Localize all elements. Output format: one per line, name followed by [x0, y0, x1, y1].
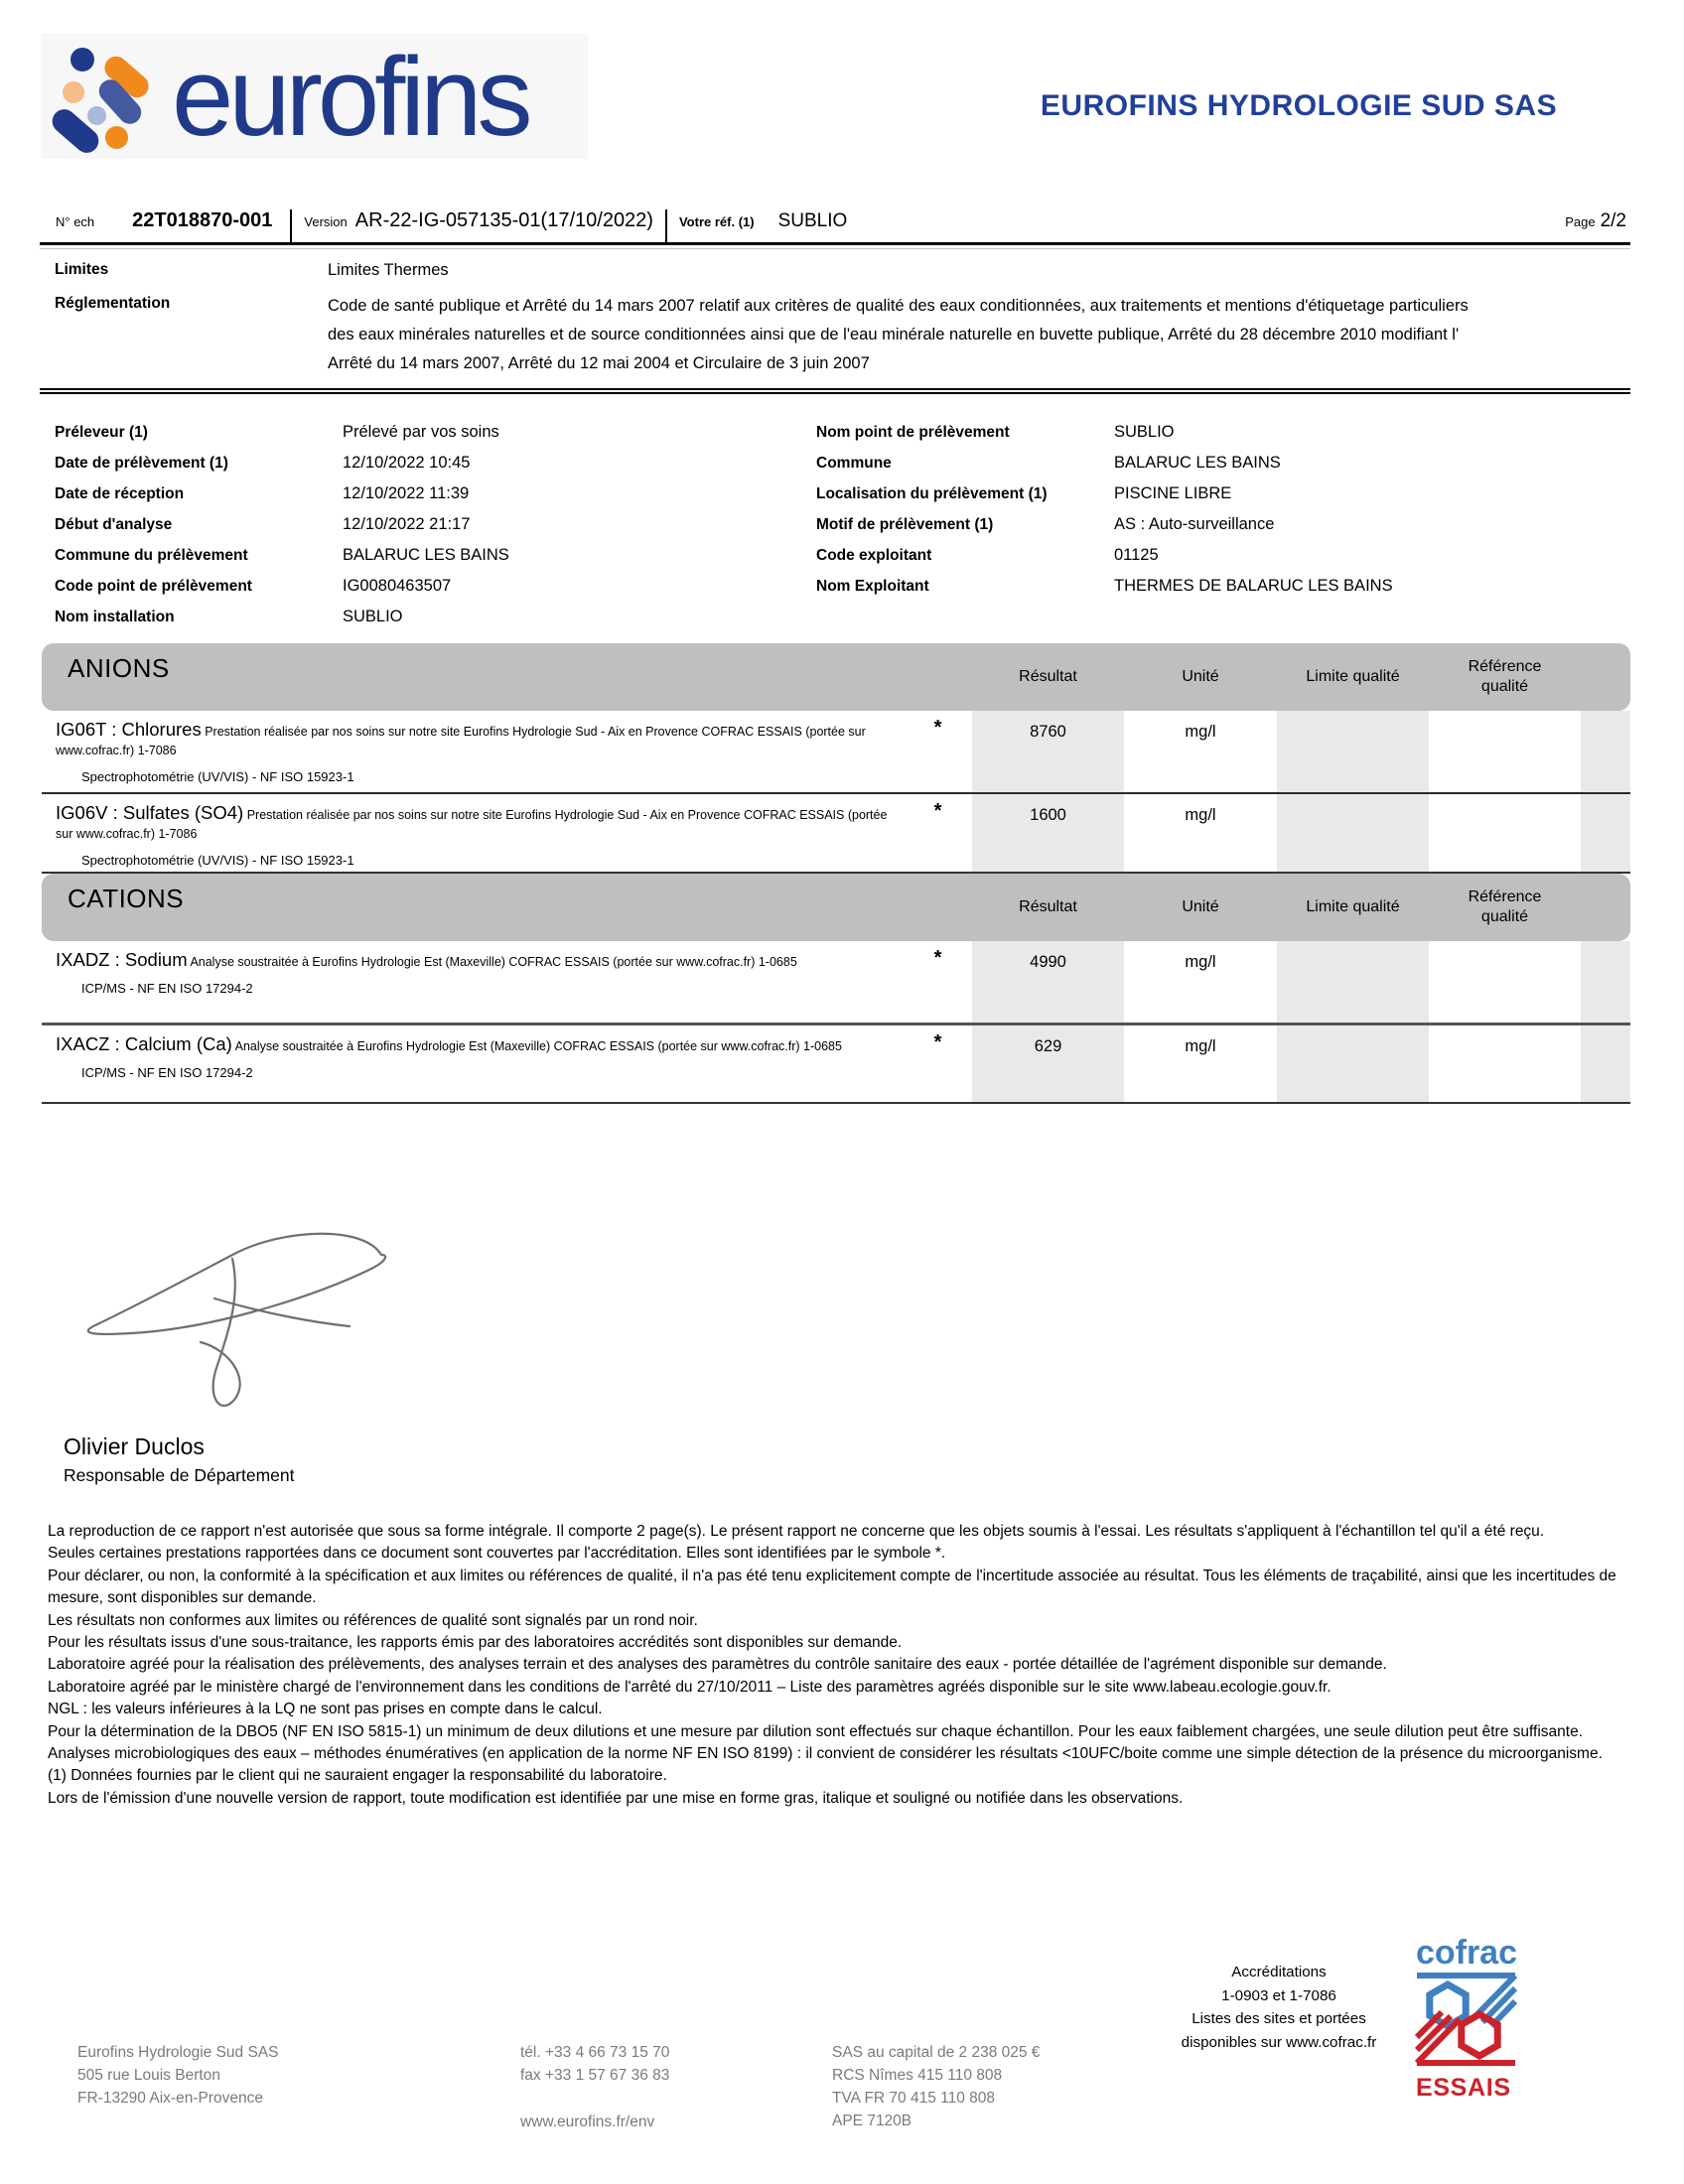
- logo-dot-light-orange: [63, 81, 84, 103]
- regulation-row: [40, 292, 1630, 378]
- table-row: [42, 941, 1630, 1023]
- footer-phone: tél. +33 4 66 73 15 70: [520, 2044, 670, 2061]
- info-value: 01125: [1114, 546, 1159, 564]
- edge-band: [1581, 711, 1630, 792]
- unit-value: mg/l: [1185, 723, 1216, 741]
- version-value: AR-22-IG-057135-01(17/10/2022): [354, 209, 653, 231]
- sample-number-value: 22T018870-001: [132, 209, 273, 231]
- info-row: [816, 478, 1630, 509]
- info-value: Prélevé par vos soins: [343, 423, 499, 441]
- parameter-cell: [42, 941, 904, 1023]
- logo-wordmark: eurofins: [172, 35, 528, 159]
- signature-image: [66, 1203, 413, 1422]
- limit-cell: [1277, 711, 1429, 792]
- parameter-description: Analyse soustraitée à Eurofins Hydrologie Est (Maxeville) COFRAC ESSAIS (portée sur www.cofrac.fr) 1-0685: [234, 1039, 842, 1053]
- results-tables: [42, 643, 1630, 1104]
- info-label: Motif de prélèvement (1): [816, 516, 994, 533]
- footer-company-line: TVA FR 70 415 110 808: [832, 2090, 996, 2107]
- info-row: [816, 417, 1630, 448]
- info-value: 12/10/2022 10:45: [343, 454, 471, 472]
- client-ref-value: SUBLIO: [777, 210, 848, 231]
- legal-line: Les résultats non conformes aux limites ou références de qualité sont signalés par un rond noir.: [48, 1611, 698, 1629]
- accreditation-star: *: [933, 717, 942, 739]
- legal-notes: [48, 1521, 1650, 1810]
- logo-dot-light-blue: [87, 106, 106, 125]
- parameter-cell: [42, 1025, 904, 1102]
- info-row: [55, 448, 816, 478]
- unit-value: mg/l: [1185, 1037, 1216, 1055]
- regulation-text: Code de santé publique et Arrêté du 14 mars 2007 relatif aux critères de qualité des eaux conditionnées, aux traitements et mentions d'étiquetage particuliers des eaux minérales naturelles et de source conditionnées ainsi que de l'eau minérale naturelle en buvette publique, Arrêté du 28 décembre 2010 modifiant l' Arrêté du 14 mars 2007, Arrêté du 12 mai 2004 et Circulaire de 3 juin 2007: [328, 297, 1469, 372]
- info-label: Nom Exploitant: [816, 578, 929, 595]
- footer-company-line: SAS au capital de 2 238 025 €: [832, 2044, 1041, 2061]
- info-label: Code point de prélèvement: [55, 578, 252, 595]
- sample-info-left-column: [55, 417, 816, 632]
- column-header-limite-qualite: Limite qualité: [1306, 898, 1400, 915]
- accreditations-note-2: disponibles sur www.cofrac.fr: [1181, 2033, 1377, 2051]
- info-label: Commune du prélèvement: [55, 547, 248, 564]
- cofrac-logo: [1414, 1934, 1519, 2101]
- accreditations-note-1: Listes des sites et portées: [1192, 2010, 1366, 2027]
- cofrac-essais-label: ESSAIS: [1416, 2074, 1515, 2101]
- footer-spacer: [520, 2087, 669, 2111]
- column-header-resultat: Résultat: [1019, 668, 1077, 685]
- info-label: Préleveur (1): [55, 424, 148, 441]
- legal-line: Pour les résultats issus d'une sous-traitance, les rapports émis par des laboratoires accrédités sont disponibles sur demande.: [48, 1634, 903, 1652]
- divider: [665, 209, 667, 242]
- anions-table: [42, 643, 1630, 874]
- accreditations-block: [1152, 1961, 1406, 2054]
- legal-line: Analyses microbiologiques des eaux – méthodes énumératives (en application de la norme NF EN ISO 8199) : il convient de considérer les résultats <10UFC/boite comme une simple détection de la présence du microorganisme.: [48, 1745, 1603, 1763]
- info-row: [55, 571, 816, 602]
- page-number: 2/2: [1600, 210, 1626, 231]
- legal-line: Pour la détermination de la DBO5 (NF EN ISO 5815-1) un minimum de deux dilutions et une mesure par dilution sont effectués sur chaque échantillon. Pour les eaux faiblement chargées, une seule dilution peut être suffisante.: [48, 1722, 1584, 1740]
- info-label: Localisation du prélèvement (1): [816, 485, 1048, 502]
- reference-cell: [1429, 711, 1581, 792]
- section-title-cations: CATIONS: [68, 884, 185, 913]
- sample-info-grid: [55, 417, 1633, 632]
- column-header-reference-qualite: Référence qualité: [1468, 658, 1542, 695]
- parameter-method: Spectrophotométrie (UV/VIS) - NF ISO 15923-1: [81, 769, 354, 784]
- footer-company-line: RCS Nîmes 415 110 808: [832, 2067, 1003, 2084]
- info-label: Nom point de prélèvement: [816, 424, 1010, 441]
- column-header-limite-qualite: Limite qualité: [1306, 668, 1400, 685]
- unit-value: mg/l: [1185, 953, 1216, 971]
- accreditation-star: *: [933, 1031, 942, 1053]
- accreditations-numbers: 1-0903 et 1-7086: [1221, 1986, 1336, 2004]
- info-value: 12/10/2022 21:17: [343, 515, 471, 533]
- accreditation-star: *: [933, 947, 942, 969]
- table-row: [42, 1023, 1630, 1102]
- legal-line: Pour déclarer, ou non, la conformité à la spécification et aux limites ou références de qualité, il n'a pas été tenu explicitement compte de l'incertitude associée au résultat. Tous les éléments de traçabilité, ainsi que les incertitudes de mesure, sont disponibles sur demande.: [48, 1567, 1616, 1607]
- limit-cell: [1277, 794, 1429, 872]
- column-header-reference-qualite: Référence qualité: [1468, 888, 1542, 925]
- cofrac-red-hexagon: [1462, 2014, 1497, 2056]
- footer-address-line: Eurofins Hydrologie Sud SAS: [77, 2044, 279, 2061]
- footer-address-line: FR-13290 Aix-en-Provence: [77, 2090, 263, 2107]
- column-header-unite: Unité: [1182, 898, 1219, 915]
- footer-fax: fax +33 1 57 67 36 83: [520, 2067, 670, 2084]
- info-value: AS : Auto-surveillance: [1114, 515, 1275, 533]
- parameter-cell: [42, 794, 904, 872]
- logo-dot-orange: [105, 126, 128, 149]
- accreditations-title: Accréditations: [1231, 1964, 1327, 1980]
- info-row: [55, 478, 816, 509]
- info-value: IG0080463507: [343, 577, 452, 595]
- parameter-description: Prestation réalisée par nos soins sur notre site Eurofins Hydrologie Sud - Aix en Provence COFRAC ESSAIS (portée sur www.cofrac.fr) 1-7086: [56, 725, 866, 757]
- info-row: [816, 509, 1630, 540]
- footer-contact: [520, 2041, 669, 2133]
- parameter-cell: [42, 711, 904, 792]
- info-value: 12/10/2022 11:39: [343, 484, 470, 502]
- legal-line: La reproduction de ce rapport n'est autorisée que sous sa forme intégrale. Il comporte 2 page(s). Le présent rapport ne concerne que les objets soumis à l'essai. Les résultats s'appliquent à l'échantillon tel qu'il a été reçu.: [48, 1523, 1545, 1540]
- accreditation-star: *: [933, 800, 942, 822]
- limits-row: [40, 258, 1630, 282]
- reference-cell: [1429, 794, 1581, 872]
- parameter-method: ICP/MS - NF EN ISO 17294-2: [81, 1065, 253, 1080]
- limits-value: Limites Thermes: [328, 261, 449, 279]
- legal-line: Laboratoire agréé pour la réalisation des prélèvements, des analyses terrain et des analyses des paramètres du contrôle sanitaire des eaux - portée détaillée de l'agrément disponible sur demande.: [48, 1656, 1387, 1674]
- limit-cell: [1277, 1025, 1429, 1102]
- version-label: Version: [304, 214, 348, 229]
- limits-label: Limites: [55, 261, 109, 278]
- signatory-name: Olivier Duclos: [64, 1433, 205, 1459]
- unit-value: mg/l: [1185, 806, 1216, 824]
- info-label: Date de prélèvement (1): [55, 455, 228, 472]
- limit-cell: [1277, 941, 1429, 1023]
- cations-table: [42, 874, 1630, 1104]
- info-label: Date de réception: [55, 485, 185, 502]
- info-row: [55, 417, 816, 448]
- parameter-code: IG06T : Chlorures: [56, 719, 202, 740]
- info-row: [55, 540, 816, 571]
- edge-band: [1581, 794, 1630, 872]
- footer-address: [77, 2041, 278, 2110]
- info-row: [816, 540, 1630, 571]
- parameter-code: IXADZ : Sodium: [56, 949, 188, 970]
- limits-regulation-section: [40, 248, 1630, 394]
- edge-band: [1581, 941, 1630, 1023]
- legal-line: Laboratoire agréé par le ministère chargé de l'environnement dans les conditions de l'arrêté du 27/10/2011 – Liste des paramètres agréés disponible sur le site www.labeau.ecologie.gouv.fr.: [48, 1678, 1332, 1696]
- info-label: Code exploitant: [816, 547, 932, 564]
- result-value: 8760: [972, 711, 1124, 792]
- footer-company-info: [832, 2041, 1040, 2132]
- legal-line: NGL : les valeurs inférieures à la LQ ne sont pas prises en compte dans le calcul.: [48, 1701, 603, 1718]
- info-value: SUBLIO: [343, 608, 403, 625]
- info-value: PISCINE LIBRE: [1114, 484, 1232, 502]
- result-value: 1600: [972, 794, 1124, 872]
- column-header-unite: Unité: [1182, 668, 1219, 685]
- legal-line: Seules certaines prestations rapportées dans ce document sont couvertes par l'accréditation. Elles sont identifiées par le symbole *.: [48, 1545, 946, 1563]
- info-row: [55, 602, 816, 632]
- sample-info-right-column: [816, 417, 1630, 632]
- reference-cell: [1429, 941, 1581, 1023]
- cations-table-header: [42, 874, 1630, 941]
- logo-dot-dark-blue: [70, 48, 94, 71]
- info-row: [816, 448, 1630, 478]
- sample-number-label: N° ech: [56, 214, 95, 229]
- footer-address-line: 505 rue Louis Berton: [77, 2067, 220, 2084]
- client-ref-label: Votre réf. (1): [678, 214, 755, 229]
- table-row: [42, 792, 1630, 872]
- section-title-anions: ANIONS: [68, 653, 170, 683]
- result-value: 629: [972, 1025, 1124, 1102]
- parameter-method: ICP/MS - NF EN ISO 17294-2: [81, 981, 253, 996]
- info-row: [55, 509, 816, 540]
- column-header-resultat: Résultat: [1019, 898, 1077, 915]
- info-row: [816, 571, 1630, 602]
- reference-bar: [40, 204, 1630, 245]
- footer-website: www.eurofins.fr/env: [520, 2114, 655, 2130]
- anions-table-header: [42, 643, 1630, 711]
- divider: [290, 209, 292, 242]
- info-label: Début d'analyse: [55, 516, 173, 533]
- info-value: BALARUC LES BAINS: [1114, 454, 1281, 472]
- info-value: THERMES DE BALARUC LES BAINS: [1114, 577, 1393, 595]
- eurofins-logo: [41, 34, 588, 159]
- edge-band: [1581, 1025, 1630, 1102]
- page-label: Page: [1565, 214, 1596, 229]
- regulation-label: Réglementation: [55, 295, 171, 312]
- info-label: Nom installation: [55, 609, 175, 625]
- parameter-method: Spectrophotométrie (UV/VIS) - NF ISO 15923-1: [81, 853, 354, 868]
- table-row: [42, 711, 1630, 792]
- info-label: Commune: [816, 455, 892, 472]
- result-value: 4990: [972, 941, 1124, 1023]
- footer-company-line: APE 7120B: [832, 2113, 912, 2129]
- parameter-code: IG06V : Sulfates (SO4): [56, 802, 244, 823]
- info-value: SUBLIO: [1114, 423, 1175, 441]
- company-title: EUROFINS HYDROLOGIE SUD SAS: [1040, 89, 1558, 122]
- reference-cell: [1429, 1025, 1581, 1102]
- parameter-code: IXACZ : Calcium (Ca): [56, 1033, 232, 1054]
- legal-line: Lors de l'émission d'une nouvelle version de rapport, toute modification est identifiée par une mise en forme gras, italique et souligné ou notifiée dans les observations.: [48, 1789, 1184, 1807]
- info-value: BALARUC LES BAINS: [343, 546, 509, 564]
- cofrac-wordmark: cofrac: [1416, 1934, 1515, 1972]
- signatory-role: Responsable de Département: [64, 1465, 295, 1485]
- legal-line: (1) Données fournies par le client qui ne sauraient engager la responsabilité du laboratoire.: [48, 1767, 667, 1785]
- parameter-description: Prestation réalisée par nos soins sur notre site Eurofins Hydrologie Sud - Aix en Provence COFRAC ESSAIS (portée sur www.cofrac.fr) 1-7086: [56, 808, 888, 841]
- parameter-description: Analyse soustraitée à Eurofins Hydrologie Est (Maxeville) COFRAC ESSAIS (portée sur www.cofrac.fr) 1-0685: [190, 955, 797, 969]
